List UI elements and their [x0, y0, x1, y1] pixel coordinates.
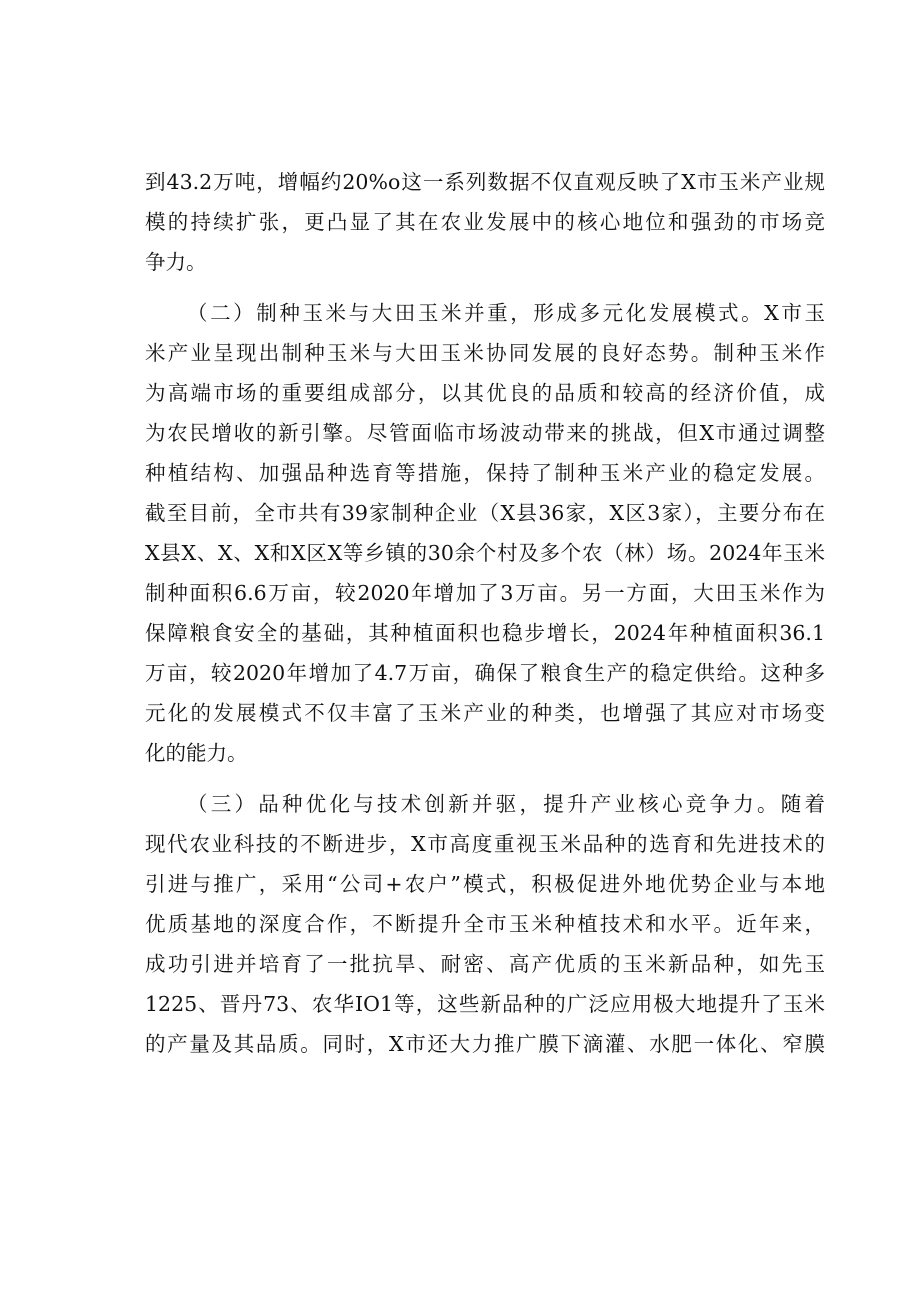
text-line: 引进与推广，采用“公司+农户”模式，积极促进外地优势企业与本地	[145, 872, 825, 896]
text-line: 米产业呈现出制种玉米与大田玉米协同发展的良好态势。制种玉米作	[145, 341, 825, 365]
text-line: 争力。	[145, 250, 207, 274]
text-line: 模的持续扩张，更凸显了其在农业发展中的核心地位和强劲的市场竞	[145, 210, 825, 234]
text-line: 优质基地的深度合作，不断提升全市玉米种植技术和水平。近年来，	[145, 912, 825, 936]
section-heading-line: （三）品种优化与技术创新并驱，提升产业核心竞争力。随着	[187, 792, 825, 816]
text-line: 万亩，较2020年增加了4.7万亩，确保了粮食生产的稳定供给。这种多	[145, 661, 825, 685]
text-line: 的产量及其品质。同时，X市还大力推广膜下滴灌、水肥一体化、窄膜	[145, 1032, 825, 1056]
text-line: 到43.2万吨，增幅约20%o这一系列数据不仅直观反映了X市玉米产业规	[145, 170, 825, 194]
text-line: 元化的发展模式不仅丰富了玉米产业的种类，也增强了其应对市场变	[145, 701, 825, 725]
text-line: 成功引进并培育了一批抗旱、耐密、高产优质的玉米新品种，如先玉	[145, 952, 825, 976]
text-line: X县X、X、X和X区X等乡镇的30余个村及多个农（林）场。2024年玉米	[145, 541, 825, 565]
text-line: 保障粮食安全的基础，其种植面积也稳步增长，2024年种植面积36.1	[145, 621, 825, 645]
section-heading-line: （二）制种玉米与大田玉米并重，形成多元化发展模式。X市玉	[187, 301, 825, 325]
text-line: 为高端市场的重要组成部分，以其优良的品质和较高的经济价值，成	[145, 381, 825, 405]
text-line: 截至目前，全市共有39家制种企业（X县36家，X区3家），主要分布在	[145, 501, 825, 525]
text-line: 现代农业科技的不断进步，X市高度重视玉米品种的选育和先进技术的	[145, 832, 825, 856]
text-line: 制种面积6.6万亩，较2020年增加了3万亩。另一方面，大田玉米作为	[145, 581, 825, 605]
text-line: 为农民增收的新引擎。尽管面临市场波动带来的挑战，但X市通过调整	[145, 421, 825, 445]
text-line: 种植结构、加强品种选育等措施，保持了制种玉米产业的稳定发展。	[145, 461, 825, 485]
text-line: 化的能力。	[145, 741, 248, 765]
text-line: 1225、晋丹73、农华IO1等，这些新品种的广泛应用极大地提升了玉米	[145, 992, 825, 1016]
body-text	[145, 162, 825, 1064]
